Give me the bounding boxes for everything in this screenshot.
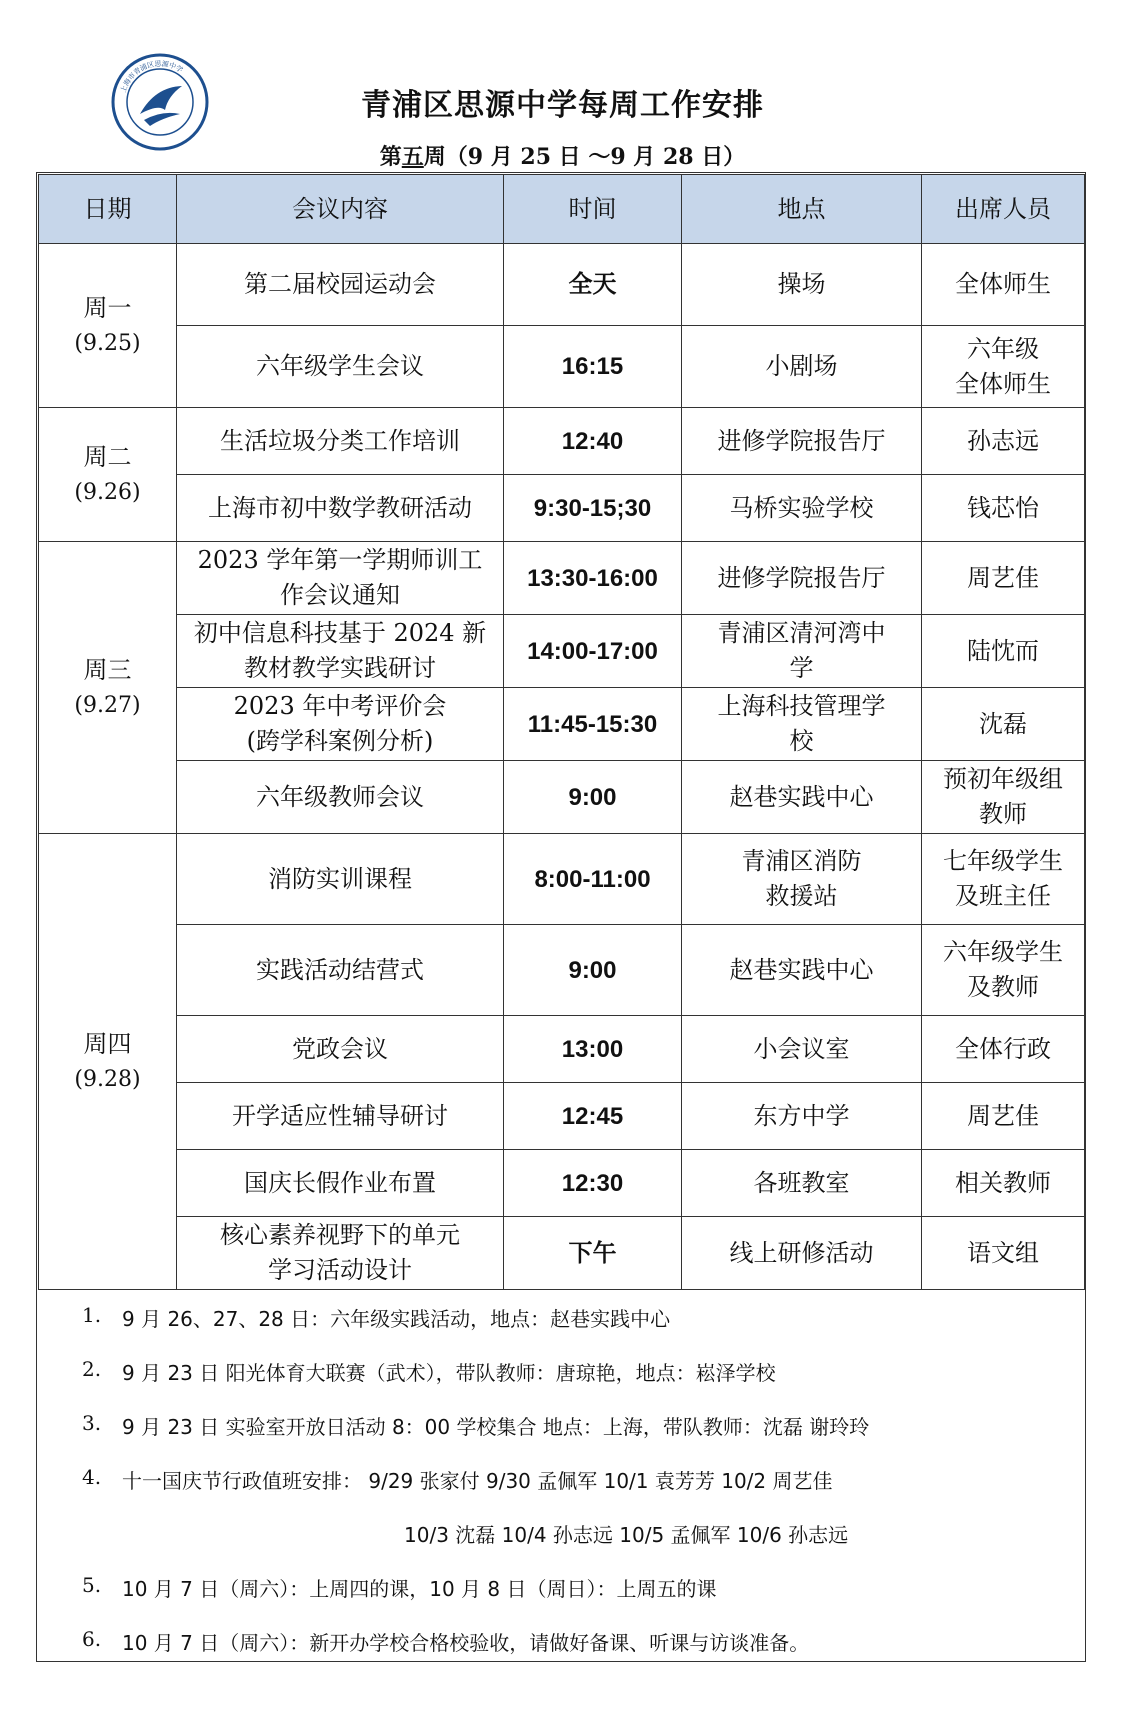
week-subtitle [0, 140, 1125, 171]
meeting-place-text: 赵巷实践中心 [729, 955, 874, 984]
table-row [39, 542, 1085, 615]
meeting-attendees-text: 预初年级组 教师 [943, 765, 1063, 828]
meeting-content [177, 761, 504, 834]
meeting-time-text: 全天 [568, 271, 617, 298]
meeting-content-text: 核心素养视野下的单元 学习活动设计 [220, 1221, 460, 1284]
col-header: 时间 [504, 175, 682, 244]
meeting-content [177, 475, 504, 542]
meeting-content-text: 六年级学生会议 [256, 352, 424, 380]
meeting-content [177, 1016, 504, 1083]
meeting-place-text: 小剧场 [765, 352, 838, 380]
meeting-time [504, 925, 682, 1016]
meeting-attendees [922, 688, 1085, 761]
page-title: 青浦区思源中学每周工作安排 [361, 88, 764, 123]
header-row [39, 175, 1085, 244]
meeting-content-text: 国庆长假作业布置 [244, 1168, 436, 1197]
meeting-place [682, 475, 922, 542]
table-row [39, 834, 1085, 925]
day-date: (9.27) [74, 692, 141, 718]
meeting-place [682, 1016, 922, 1083]
meeting-content-text: 消防实训课程 [268, 864, 412, 893]
table-row [39, 615, 1085, 688]
meeting-content [177, 326, 504, 408]
meeting-attendees [922, 925, 1085, 1016]
meeting-content [177, 688, 504, 761]
meeting-place [682, 615, 922, 688]
meeting-time-text: 12:30 [561, 1169, 624, 1197]
day-cell [39, 408, 177, 542]
meeting-place [682, 834, 922, 925]
meeting-place [682, 688, 922, 761]
note-number: 5. [82, 1573, 102, 1597]
meeting-time-text: 14:00-17:00 [527, 637, 658, 665]
meeting-content-text: 2023 学年第一学期师训工 作会议通知 [197, 546, 483, 609]
meeting-place-text: 进修学院报告厅 [717, 426, 886, 455]
day-name: 周四 [83, 1029, 132, 1058]
meeting-place-text: 线上研修活动 [729, 1238, 874, 1267]
day-date: (9.26) [74, 479, 141, 505]
meeting-attendees-text: 六年级 全体师生 [955, 334, 1051, 398]
meeting-content [177, 615, 504, 688]
meeting-content [177, 834, 504, 925]
date-range: （9 月 25 日 ～9 月 28 日） [445, 144, 746, 170]
table-row [39, 1016, 1085, 1083]
table-row [39, 1217, 1085, 1290]
meeting-attendees [922, 761, 1085, 834]
meeting-place [682, 761, 922, 834]
note-number: 6. [82, 1627, 102, 1651]
meeting-time-text: 16:15 [561, 353, 624, 380]
meeting-time-text: 9:30-15;30 [533, 494, 652, 522]
schedule-table [38, 174, 1085, 1290]
meeting-place-text: 上海科技管理学 校 [717, 692, 886, 755]
meeting-content-text: 第二届校园运动会 [244, 270, 436, 298]
day-cell [39, 542, 177, 834]
table-row [39, 925, 1085, 1016]
col-header: 出席人员 [922, 175, 1085, 244]
meeting-content-text: 2023 年中考评价会 (跨学科案例分析) [233, 692, 447, 755]
meeting-place [682, 925, 922, 1016]
meeting-attendees [922, 542, 1085, 615]
meeting-attendees [922, 834, 1085, 925]
meeting-attendees-text: 相关教师 [955, 1168, 1051, 1197]
table-row [39, 244, 1085, 326]
meeting-time-text: 13:30-16:00 [527, 564, 658, 592]
meeting-place [682, 542, 922, 615]
note-text: 9 月 23 日 实验室开放日活动 8：00 学校集合 地点：上海，带队教师：沈磊 谢玲玲 [122, 1415, 870, 1439]
note-text: 9 月 26、27、28 日：六年级实践活动，地点：赵巷实践中心 [122, 1307, 671, 1331]
meeting-place [682, 326, 922, 408]
meeting-place [682, 1083, 922, 1150]
meeting-time [504, 834, 682, 925]
meeting-content [177, 408, 504, 475]
meeting-time [504, 326, 682, 408]
meeting-attendees-text: 周艺佳 [967, 563, 1039, 592]
day-name: 周二 [83, 442, 132, 471]
meeting-time [504, 1016, 682, 1083]
meeting-time [504, 688, 682, 761]
meeting-time [504, 408, 682, 475]
meeting-content-text: 生活垃圾分类工作培训 [220, 426, 460, 455]
meeting-attendees-text: 沈磊 [979, 709, 1027, 738]
meeting-content [177, 542, 504, 615]
week-number: 五 [401, 144, 424, 170]
meeting-content-text: 开学适应性辅导研讨 [232, 1101, 448, 1130]
meeting-time [504, 1217, 682, 1290]
day-name: 周一 [83, 293, 132, 322]
meeting-attendees-text: 全体师生 [955, 270, 1051, 298]
meeting-attendees-text: 六年级学生 及教师 [943, 938, 1063, 1001]
meeting-time [504, 244, 682, 326]
meeting-attendees-text: 周艺佳 [967, 1101, 1039, 1130]
note-number: 4. [82, 1465, 102, 1489]
meeting-time [504, 1150, 682, 1217]
table-row [39, 1083, 1085, 1150]
table-row [39, 326, 1085, 408]
week-label: 第 [379, 144, 402, 170]
meeting-time [504, 761, 682, 834]
note-text: 9 月 23 日 阳光体育大联赛（武术），带队教师：唐琼艳，地点：崧泽学校 [122, 1361, 776, 1385]
meeting-time [504, 542, 682, 615]
meeting-time-text: 8:00-11:00 [534, 865, 651, 893]
meeting-content [177, 1150, 504, 1217]
note-text: 10 月 7 日（周六）：新开办学校合格校验收，请做好备课、听课与访谈准备。 [122, 1631, 810, 1655]
meeting-attendees [922, 475, 1085, 542]
table-row [39, 1150, 1085, 1217]
meeting-content [177, 925, 504, 1016]
meeting-time-text: 12:45 [561, 1102, 624, 1130]
meeting-time-text: 9:00 [568, 783, 617, 811]
meeting-attendees-text: 七年级学生 及班主任 [943, 847, 1063, 910]
note-text: 十一国庆节行政值班安排： 9/29 张家付 9/30 孟佩军 10/1 袁芳芳 10/2 周艺佳 [122, 1469, 833, 1493]
meeting-attendees [922, 408, 1085, 475]
day-date: (9.28) [74, 1066, 141, 1092]
meeting-place-text: 小会议室 [753, 1034, 850, 1063]
meeting-place [682, 408, 922, 475]
meeting-place-text: 进修学院报告厅 [717, 563, 886, 592]
meeting-place-text: 马桥实验学校 [729, 493, 874, 522]
meeting-attendees-text: 钱芯怡 [967, 493, 1039, 522]
note-text: 10/3 沈磊 10/4 孙志远 10/5 孟佩军 10/6 孙志远 [404, 1523, 849, 1547]
meeting-place [682, 1217, 922, 1290]
meeting-place-text: 各班教室 [753, 1168, 850, 1197]
meeting-time-text: 12:40 [561, 427, 624, 455]
meeting-content [177, 1217, 504, 1290]
meeting-place-text: 赵巷实践中心 [729, 782, 874, 811]
meeting-content-text: 初中信息科技基于 2024 新 教材教学实践研讨 [193, 619, 487, 682]
table-row [39, 475, 1085, 542]
svg-text:上海市青浦区思源中学: 上海市青浦区思源中学 [119, 59, 185, 94]
meeting-place [682, 244, 922, 326]
meeting-place-text: 青浦区清河湾中 学 [717, 619, 886, 682]
meeting-time-text: 下午 [568, 1239, 617, 1267]
schedule-body [39, 244, 1085, 1290]
meeting-time [504, 615, 682, 688]
meeting-content-text: 六年级教师会议 [256, 782, 424, 811]
meeting-content [177, 1083, 504, 1150]
day-name: 周三 [83, 655, 132, 684]
day-cell [39, 834, 177, 1290]
meeting-content [177, 244, 504, 326]
meeting-place-text: 青浦区消防 救援站 [741, 847, 862, 910]
note-number: 3. [82, 1411, 102, 1435]
meeting-attendees-text: 陆忱而 [967, 636, 1039, 665]
meeting-content-text: 实践活动结营式 [256, 955, 424, 984]
meeting-time-text: 11:45-15:30 [527, 710, 658, 738]
meeting-time-text: 9:00 [568, 956, 617, 984]
note-text: 10 月 7 日（周六）：上周四的课，10 月 8 日（周日）：上周五的课 [122, 1577, 717, 1601]
table-row [39, 688, 1085, 761]
meeting-attendees-text: 全体行政 [955, 1034, 1051, 1063]
meeting-attendees [922, 615, 1085, 688]
note-number: 2. [82, 1357, 102, 1381]
day-date: (9.25) [74, 330, 141, 356]
meeting-place [682, 1150, 922, 1217]
meeting-attendees [922, 1150, 1085, 1217]
meeting-attendees-text: 孙志远 [967, 426, 1039, 455]
col-header: 会议内容 [177, 175, 504, 244]
table-row [39, 761, 1085, 834]
week-suffix: 周 [423, 144, 446, 170]
meeting-attendees [922, 1083, 1085, 1150]
meeting-content-text: 党政会议 [292, 1034, 388, 1063]
meeting-attendees [922, 1016, 1085, 1083]
meeting-content-text: 上海市初中数学教研活动 [208, 493, 472, 522]
table-row [39, 408, 1085, 475]
meeting-attendees [922, 244, 1085, 326]
meeting-attendees [922, 326, 1085, 408]
meeting-place-text: 东方中学 [753, 1101, 850, 1130]
meeting-time [504, 475, 682, 542]
meeting-time [504, 1083, 682, 1150]
meeting-attendees [922, 1217, 1085, 1290]
col-header: 日期 [39, 175, 177, 244]
meeting-attendees-text: 语文组 [967, 1238, 1039, 1267]
meeting-place-text: 操场 [777, 270, 826, 298]
day-cell [39, 244, 177, 408]
col-header: 地点 [682, 175, 922, 244]
meeting-time-text: 13:00 [561, 1035, 624, 1063]
note-number: 1. [82, 1303, 102, 1327]
